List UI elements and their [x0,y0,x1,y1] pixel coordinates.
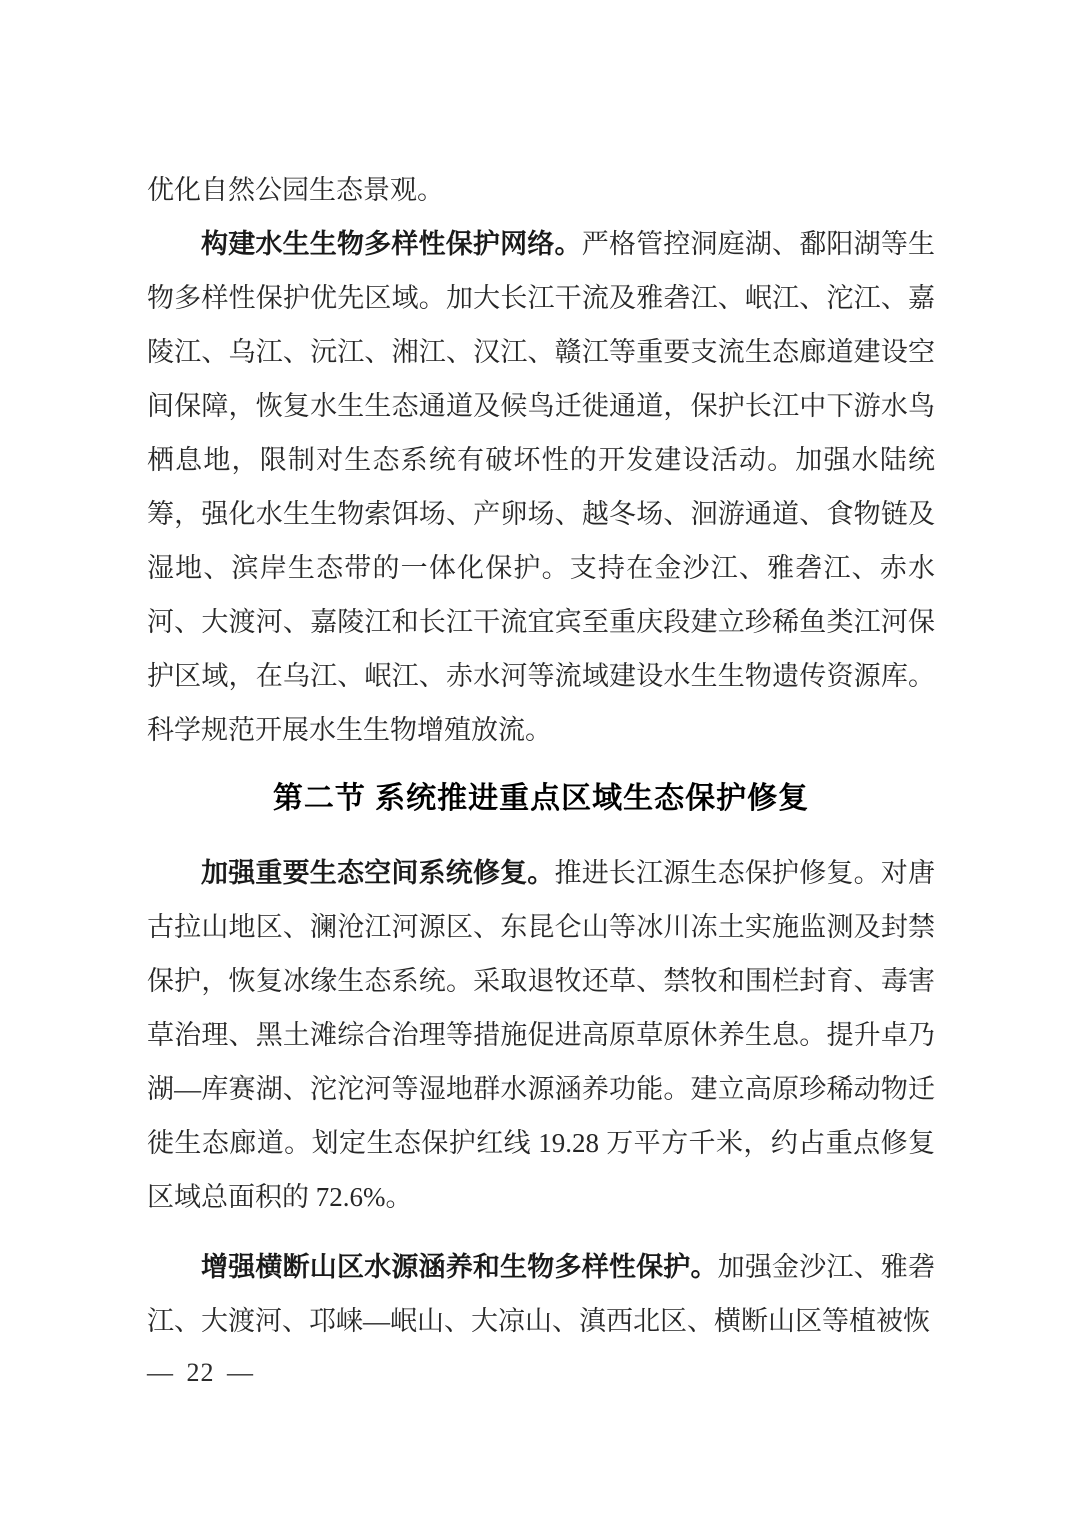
section-heading: 第二节 系统推进重点区域生态保护修复 [272,782,810,815]
paragraph-text: 优化自然公园生态景观。 [147,175,444,205]
page-footer [147,1358,254,1388]
page-number: — 22 — [147,1358,254,1387]
paragraph-lead: 构建水生生物多样性保护网络。 [201,229,582,259]
paragraph [147,1240,935,1348]
paragraph-text: 推进长江源生态保护修复。对唐古拉山地区、澜沧江河源区、东昆仑山等冰川冻土实施监测及封禁保护，恢复冰缘生态系统。采取退牧还草、禁牧和围栏封育、毒害草治理、黑土滩综合治理等措施促进高原草原休养生息。提升卓乃湖—库赛湖、沱沱河等湿地群水源涵养功能。建立高原珍稀动物迁徙生态廊道。划定生态保护红线 19.28 万平方千米，约占重点修复区域总面积的 72.6%。 [147,858,935,1212]
document-body [147,163,935,1348]
paragraph-lead: 增强横断山区水源涵养和生物多样性保护。 [201,1252,718,1282]
paragraph [147,217,935,757]
paragraph [147,163,935,217]
paragraph-text: 加强金沙江、雅砻江、大渡河、邛崃—岷山、大凉山、滇西北区、横断山区等植被恢 [147,1252,936,1336]
paragraph-text: 严格管控洞庭湖、鄱阳湖等生物多样性保护优先区域。加大长江干流及雅砻江、岷江、沱江、嘉陵江、乌江、沅江、湘江、汉江、赣江等重要支流生态廊道建设空间保障，恢复水生生态通道及候鸟迁徙通道，保护长江中下游水鸟栖息地，限制对生态系统有破坏性的开发建设活动。加强水陆统筹，强化水生生物索饵场、产卵场、越冬场、洄游通道、食物链及湿地、滨岸生态带的一体化保护。支持在金沙江、雅砻江、赤水河、大渡河、嘉陵江和长江干流宜宾至重庆段建立珍稀鱼类江河保护区域，在乌江、岷江、赤水河等流域建设水生生物遗传资源库。科学规范开展水生生物增殖放流。 [147,229,936,745]
paragraph-lead: 加强重要生态空间系统修复。 [201,858,555,888]
paragraph [147,846,935,1224]
